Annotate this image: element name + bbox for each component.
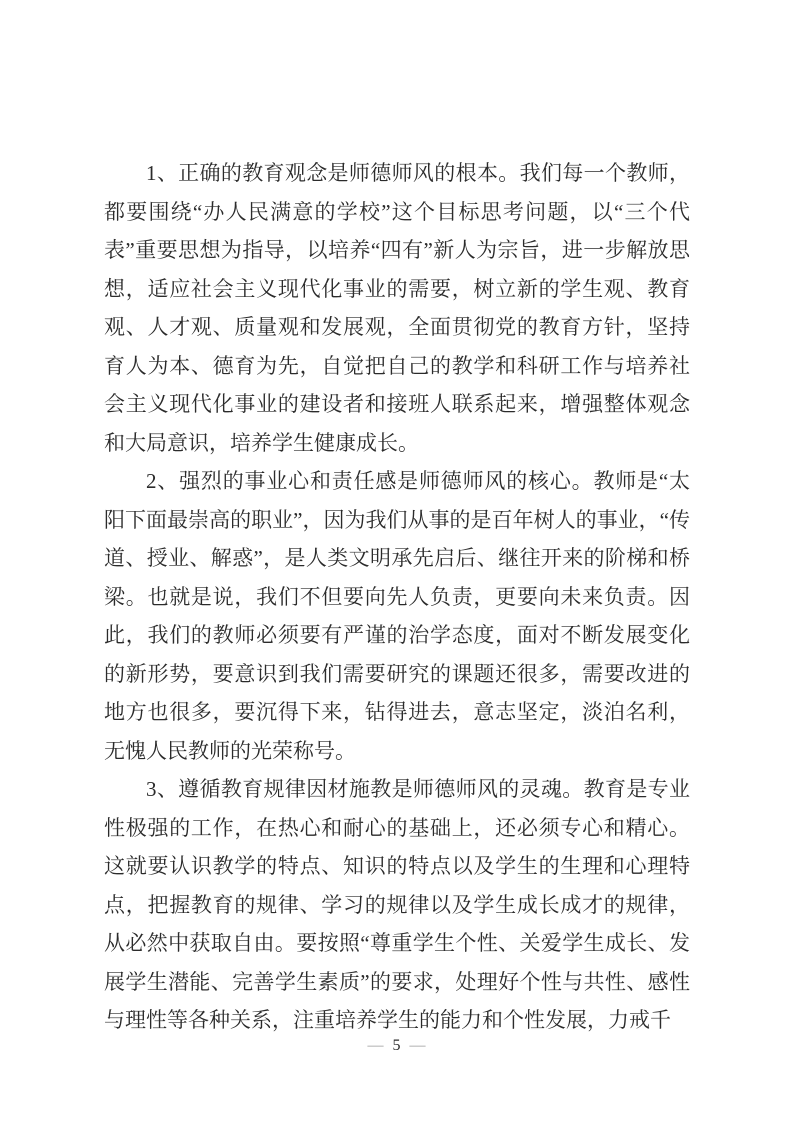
page-footer bbox=[0, 1034, 793, 1058]
document-body bbox=[104, 154, 690, 1040]
footer-dash-left: — bbox=[367, 1037, 384, 1054]
page-number: 5 bbox=[392, 1037, 401, 1054]
paragraph-3: 3、遵循教育规律因材施教是师德师风的灵魂。教育是专业性极强的工作，在热心和耐心的基础上，还必须专心和精心。这就要认识教学的特点、知识的特点以及学生的生理和心理特点，把握教育的规律、学习的规律以及学生成长成才的规律，从必然中获取自由。要按照“尊重学生个性、关爱学生成长、发展学生潜能、完善学生素质”的要求，处理好个性与共性、感性与理性等各种关系，注重培养学生的能力和个性发展，力戒千 bbox=[104, 777, 690, 1032]
paragraph-1: 1、正确的教育观念是师德师风的根本。我们每一个教师，都要围绕“办人民满意的学校”这个目标思考问题，以“三个代表”重要思想为指导，以培养“四有”新人为宗旨，进一步解放思想，适应社会主义现代化事业的需要，树立新的学生观、教育观、人才观、质量观和发展观，全面贯彻党的教育方针，坚持育人为本、德育为先，自觉把自己的教学和科研工作与培养社会主义现代化事业的建设者和接班人联系起来，增强整体观念和大局意识，培养学生健康成长。 bbox=[104, 161, 690, 455]
footer-dash-right: — bbox=[409, 1037, 426, 1054]
paragraph-2: 2、强烈的事业心和责任感是师德师风的核心。教师是“太阳下面最崇高的职业”，因为我们从事的是百年树人的事业，“传道、授业、解惑”，是人类文明承先启后、继往开来的阶梯和桥梁。也就是说，我们不但要向先人负责，更要向未来负责。因此，我们的教师必须要有严谨的治学态度，面对不断发展变化的新形势，要意识到我们需要研究的课题还很多，需要改进的地方也很多，要沉得下来，钻得进去，意志坚定，淡泊名利，无愧人民教师的光荣称号。 bbox=[104, 469, 690, 763]
